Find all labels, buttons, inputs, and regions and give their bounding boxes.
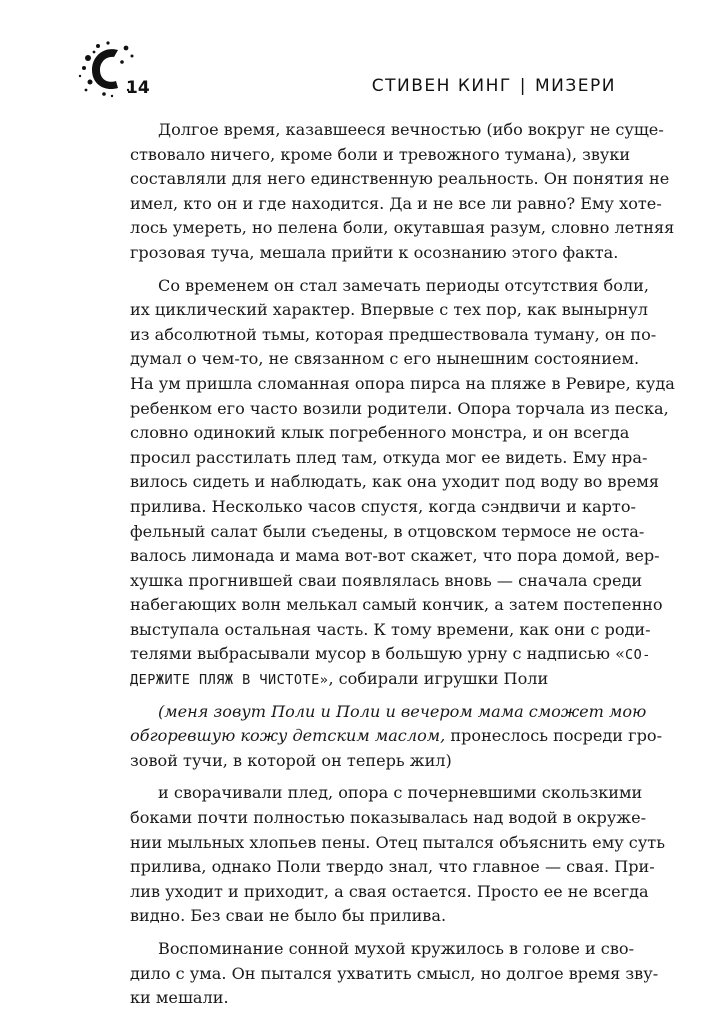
- text-line: вилось сидеть и наблюдать, как она уходит под воду во время: [130, 472, 659, 492]
- text-line: выступала остальная часть. К тому времени, как они с роди-: [130, 619, 651, 639]
- text-line: их циклический характер. Впервые с тех пор, как вынырнул: [130, 300, 648, 320]
- text-line: боками почти полностью показывалась над водой в окруже-: [130, 808, 647, 828]
- text-line: Воспоминание сонной мухой кружилось в голове и сво-: [158, 939, 635, 958]
- text-line: ки мешали.: [130, 988, 229, 1008]
- text-line: лив уходит и приходит, а свая остается. Просто ее не всегда: [130, 881, 649, 901]
- text-line: грозовая туча, мешала прийти к осознанию этого факта.: [130, 242, 619, 262]
- text-fragment: телями выбрасывали мусор в большую урну с надписью «: [130, 644, 626, 664]
- paragraph-3: [130, 700, 663, 774]
- text-line: [130, 667, 615, 692]
- paragraph-1: [130, 118, 675, 266]
- text-line: набегающих волн мелькал самый кончик, а затем постепенно: [130, 595, 663, 615]
- paragraph-2: [130, 274, 675, 692]
- text-line: лось умереть, но пелена боли, окутавшая разум, словно летняя: [130, 218, 675, 238]
- text-line: и сворачивали плед, опора с почерневшими скользкими: [158, 783, 643, 803]
- text-line: ствовало ничего, кроме боли и тревожного тумана), звуки: [130, 144, 631, 164]
- text-line: словно одинокий клык погребенного монстра, и он всегда: [130, 423, 630, 443]
- text-line: видно. Без сваи не было бы прилива.: [130, 906, 447, 926]
- text-line: Долгое время, казавшееся вечностью (ибо вокруг не суще-: [158, 120, 664, 139]
- text-line: имел, кто он и где находится. Да и не все ли равно? Ему хоте-: [130, 193, 662, 213]
- beach-sign-text: СО-: [625, 647, 651, 664]
- text-line: [130, 700, 647, 725]
- italic-thought: (меня зовут Поли и Поли и вечером мама сможет мою: [158, 701, 647, 721]
- paragraph-4: [130, 781, 665, 929]
- text-line: [130, 642, 651, 667]
- text-line: ребенком его часто возили родители. Опора торчала из песка,: [130, 398, 669, 418]
- text-line: нии мыльных хлопьев пены. Отец пытался объяснить ему суть: [130, 832, 665, 852]
- text-line: просил расстилать плед там, откуда мог ее видеть. Ему нра-: [130, 447, 648, 467]
- text-line: прилива. Несколько часов спустя, когда сэндвичи и карто-: [130, 496, 636, 516]
- text-line: составляли для него единственную реальность. Он понятия не: [130, 169, 670, 189]
- text-line: На ум пришла сломанная опора пирса на пляже в Ревире, куда: [130, 373, 675, 393]
- text-fragment: , собирали игрушки Поли: [328, 669, 549, 689]
- text-fragment: пронеслось посреди гро-: [445, 726, 663, 746]
- text-line: из абсолютной тьмы, которая предшествовала туману, он по-: [130, 324, 657, 344]
- page-header: [0, 0, 708, 110]
- text-line: прилива, однако Поли твердо знал, что главное — свая. При-: [130, 857, 655, 877]
- text-line: хушка прогнившей сваи появлялась вновь — сначала среди: [130, 570, 643, 590]
- italic-thought: обгоревшую кожу детским маслом,: [130, 726, 446, 746]
- author-name: СТИВЕН КИНГ: [371, 76, 512, 96]
- text-line: фельный салат были съедены, в отцовском термосе не оста-: [130, 521, 645, 541]
- book-title: МИЗЕРИ: [535, 76, 616, 96]
- text-line: зовой тучи, в которой он теперь жил): [130, 750, 452, 770]
- text-line: [130, 724, 663, 749]
- text-line: валось лимонада и мама вот-вот скажет, что пора домой, вер-: [130, 546, 660, 566]
- text-line: Со временем он стал замечать периоды отсутствия боли,: [158, 275, 649, 295]
- header-separator: |: [519, 76, 527, 96]
- body-text: [130, 118, 675, 1011]
- text-line: дило с ума. Он пытался ухватить смысл, но долгое время зву-: [130, 963, 659, 983]
- text-line: думал о чем-то, не связанном с его нынешним состоянием.: [130, 349, 640, 369]
- page-number: 14: [126, 78, 150, 98]
- running-head: [372, 76, 616, 96]
- beach-sign-text: ДЕРЖИТЕ ПЛЯЖ В ЧИСТОТЕ»: [130, 672, 329, 689]
